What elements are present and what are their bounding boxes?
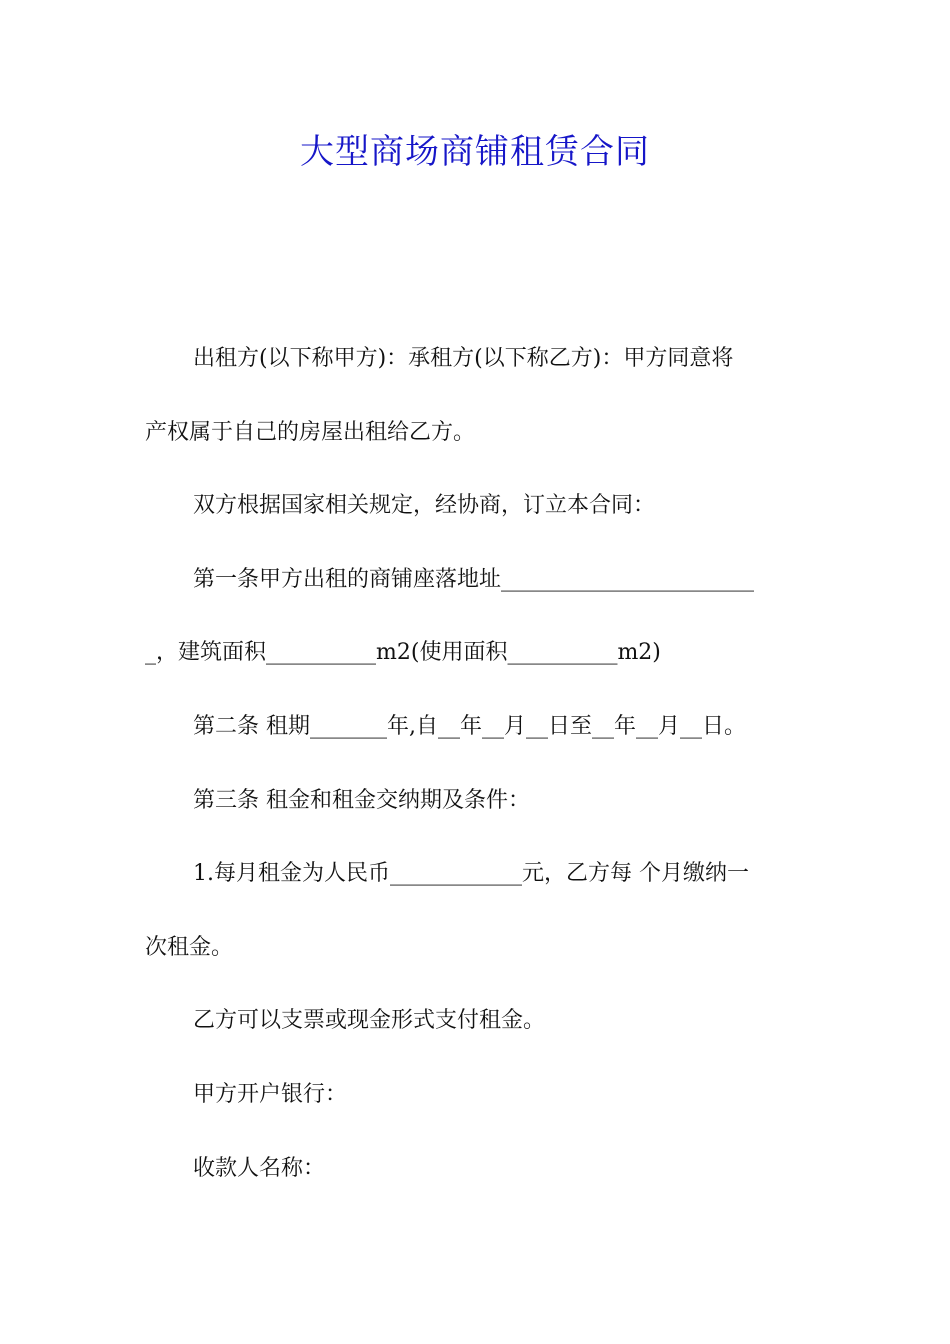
contract-body — [145, 334, 810, 1217]
payment-method: 乙方可以支票或现金形式支付租金。 — [193, 1008, 546, 1034]
article-3-item-1: 1.每月租金为人民币____________元，乙方每 个月缴纳一 — [193, 861, 749, 887]
paragraph-line-parties-cont: 产权属于自己的房屋出租给乙方。 — [145, 419, 476, 445]
article-3-heading: 第三条 租金和租金交纳期及条件： — [193, 787, 530, 813]
paragraph-line-parties: 出租方(以下称甲方)：承租方(以下称乙方)：甲方同意将 — [193, 346, 734, 371]
document-title: 大型商场商铺租赁合同 — [300, 132, 650, 172]
bank-field-label: 甲方开户银行： — [193, 1081, 348, 1107]
article-1-address: 第一条甲方出租的商铺座落地址_______________________ — [193, 566, 755, 592]
payee-field-label: 收款人名称： — [193, 1155, 326, 1181]
article-2-term: 第二条 租期_______年,自__年__月__日至__年__月__日。 — [193, 713, 746, 739]
article-1-area: _，建筑面积__________m2(使用面积__________m2) — [145, 640, 661, 666]
article-3-item-1-cont: 次租金。 — [145, 934, 234, 960]
paragraph-line-agreement: 双方根据国家相关规定，经协商，订立本合同： — [193, 493, 656, 519]
